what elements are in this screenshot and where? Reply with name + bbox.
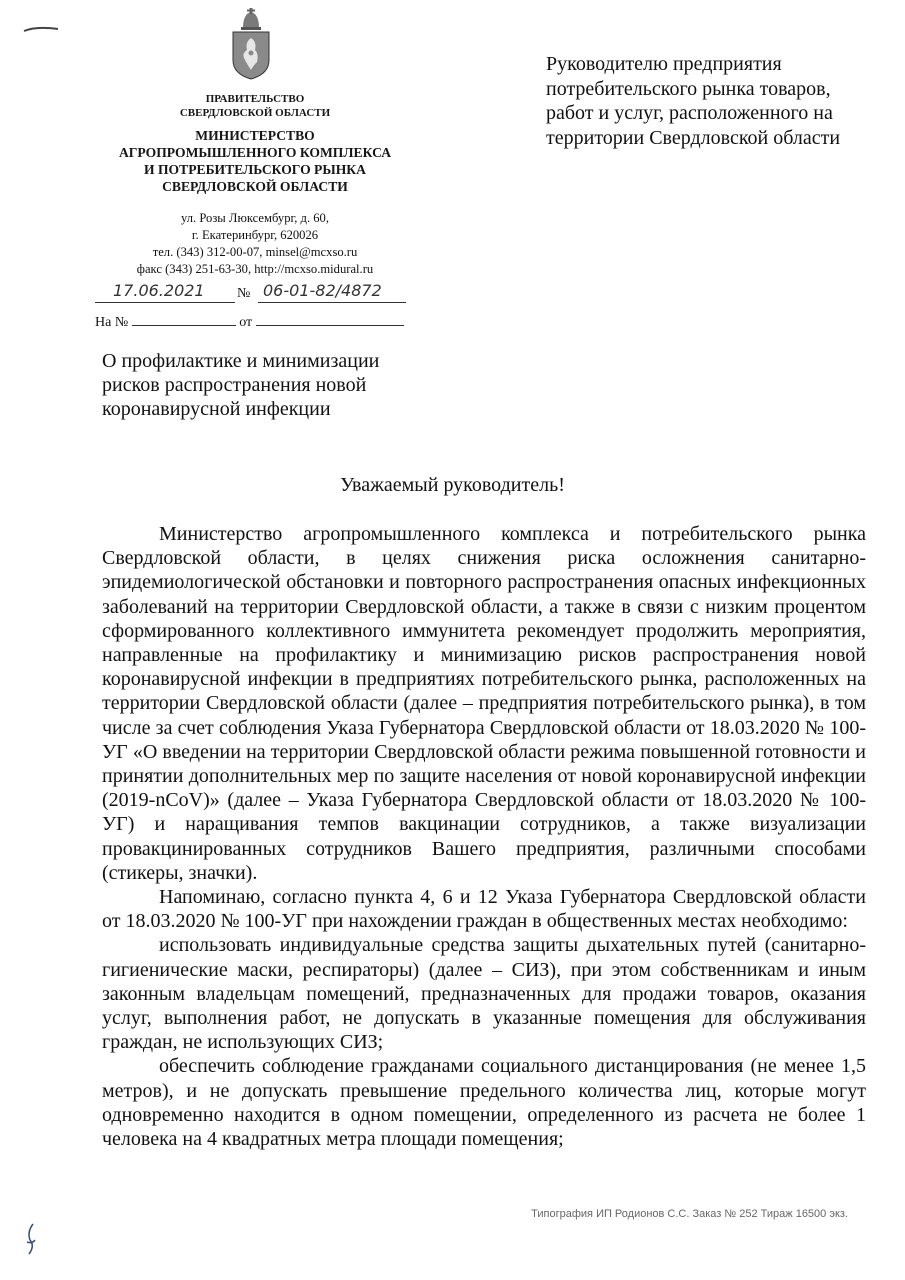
body-paragraph: использовать индивидуальные средства защиты дыхательных путей (санитарно-гигиенические маски, респираторы) (далее – СИЗ), при этом собственникам и иным законным владельцам помещений, предназначенных для продажи товаров, оказания услуг, выполнения работ, не допускать в указанные помещения для обслуживания граждан, не использующих СИЗ; [102,934,866,1054]
body-paragraph: Министерство агропромышленного комплекса и потребительского рынка Свердловской области, в целях снижения риска осложнения санитарно-эпидемиологической обстановки и повторного распространения опасных инфекционных заболеваний на территории Свердловской области, а также в связи с низким процентом сформированного коллективного иммунитета рекомендует продолжить мероприятия, направленные на профилактику и минимизацию рисков распространения новой коронавирусной инфекции в предприятиях потребительского рынка, расположенных на территории Свердловской области (далее – предприятия потребительского рынка), в том числе за счет соблюдения Указа Губернатора Свердловской области от 18.03.2020 № 100-УГ «О введении на территории Свердловской области режима повышенной готовности и принятии дополнительных мер по защите населения от новой коронавирусной инфекции (2019-nCoV)» (далее – Указа Губернатора Свердловской области от 18.03.2020 № 100-УГ) и наращивания темпов вакцинации сотрудников, а также визуализации провакцинированных сотрудников Вашего предприятия, различными способами (стикеры, значки). [102,523,866,884]
reference-from-label: от [239,315,253,330]
letter-subject: О профилактике и минимизации рисков распространения новой коронавирусной инфекции [102,350,380,420]
body-paragraph: Напоминаю, согласно пункта 4, 6 и 12 Указа Губернатора Свердловской области от 18.03.2020 № 100-УГ при нахождении граждан в общественных местах необходимо: [102,886,866,933]
reference-number-blank [132,313,236,326]
body-paragraph: обеспечить соблюдение гражданами социального дистанцирования (не менее 1,5 метров), и не допускать превышение предельного количества лиц, которые могут одновременно находится в одном помещении, определенного из расчета не более 1 человека на 4 квадратных метра площади помещения; [102,1055,866,1151]
printer-imprint: Типография ИП Родионов С.С. Заказ № 252 Тираж 16500 экз. [531,1208,848,1220]
reference-date-blank [256,313,404,326]
ministry-contacts: ул. Розы Люксембург, д. 60, г. Екатеринбург, 620026 тел. (343) 312-00-07, minsel@mcxso.ru факс (343) 251-63-30, http://mcxso.midural.ru [136,211,374,276]
number-label: № [237,286,251,301]
coat-of-arms-icon [231,8,271,80]
letter-body [102,522,866,1151]
pen-mark [23,1222,39,1261]
date-underline [95,302,235,303]
greeting: Уважаемый руководитель! [340,474,565,496]
registration-line [95,281,407,303]
registration-date: 17.06.2021 [113,281,205,300]
registration-number: 06-01-82/4872 [263,281,382,300]
number-underline [258,302,406,303]
reference-prefix: На № [95,315,129,330]
reference-line [95,313,410,331]
government-name: ПРАВИТЕЛЬСТВО СВЕРДЛОВСКОЙ ОБЛАСТИ [179,93,331,119]
ministry-name: МИНИСТЕРСТВО АГРОПРОМЫШЛЕННОГО КОМПЛЕКСА И ПОТРЕБИТЕЛЬСКОГО РЫНКА СВЕРДЛОВСКОЙ ОБЛАСТИ [118,128,392,194]
scan-mark [22,22,62,40]
addressee-block: Руководителю предприятия потребительского рынка товаров, работ и услуг, расположенного на территории Свердловской области [546,53,841,149]
